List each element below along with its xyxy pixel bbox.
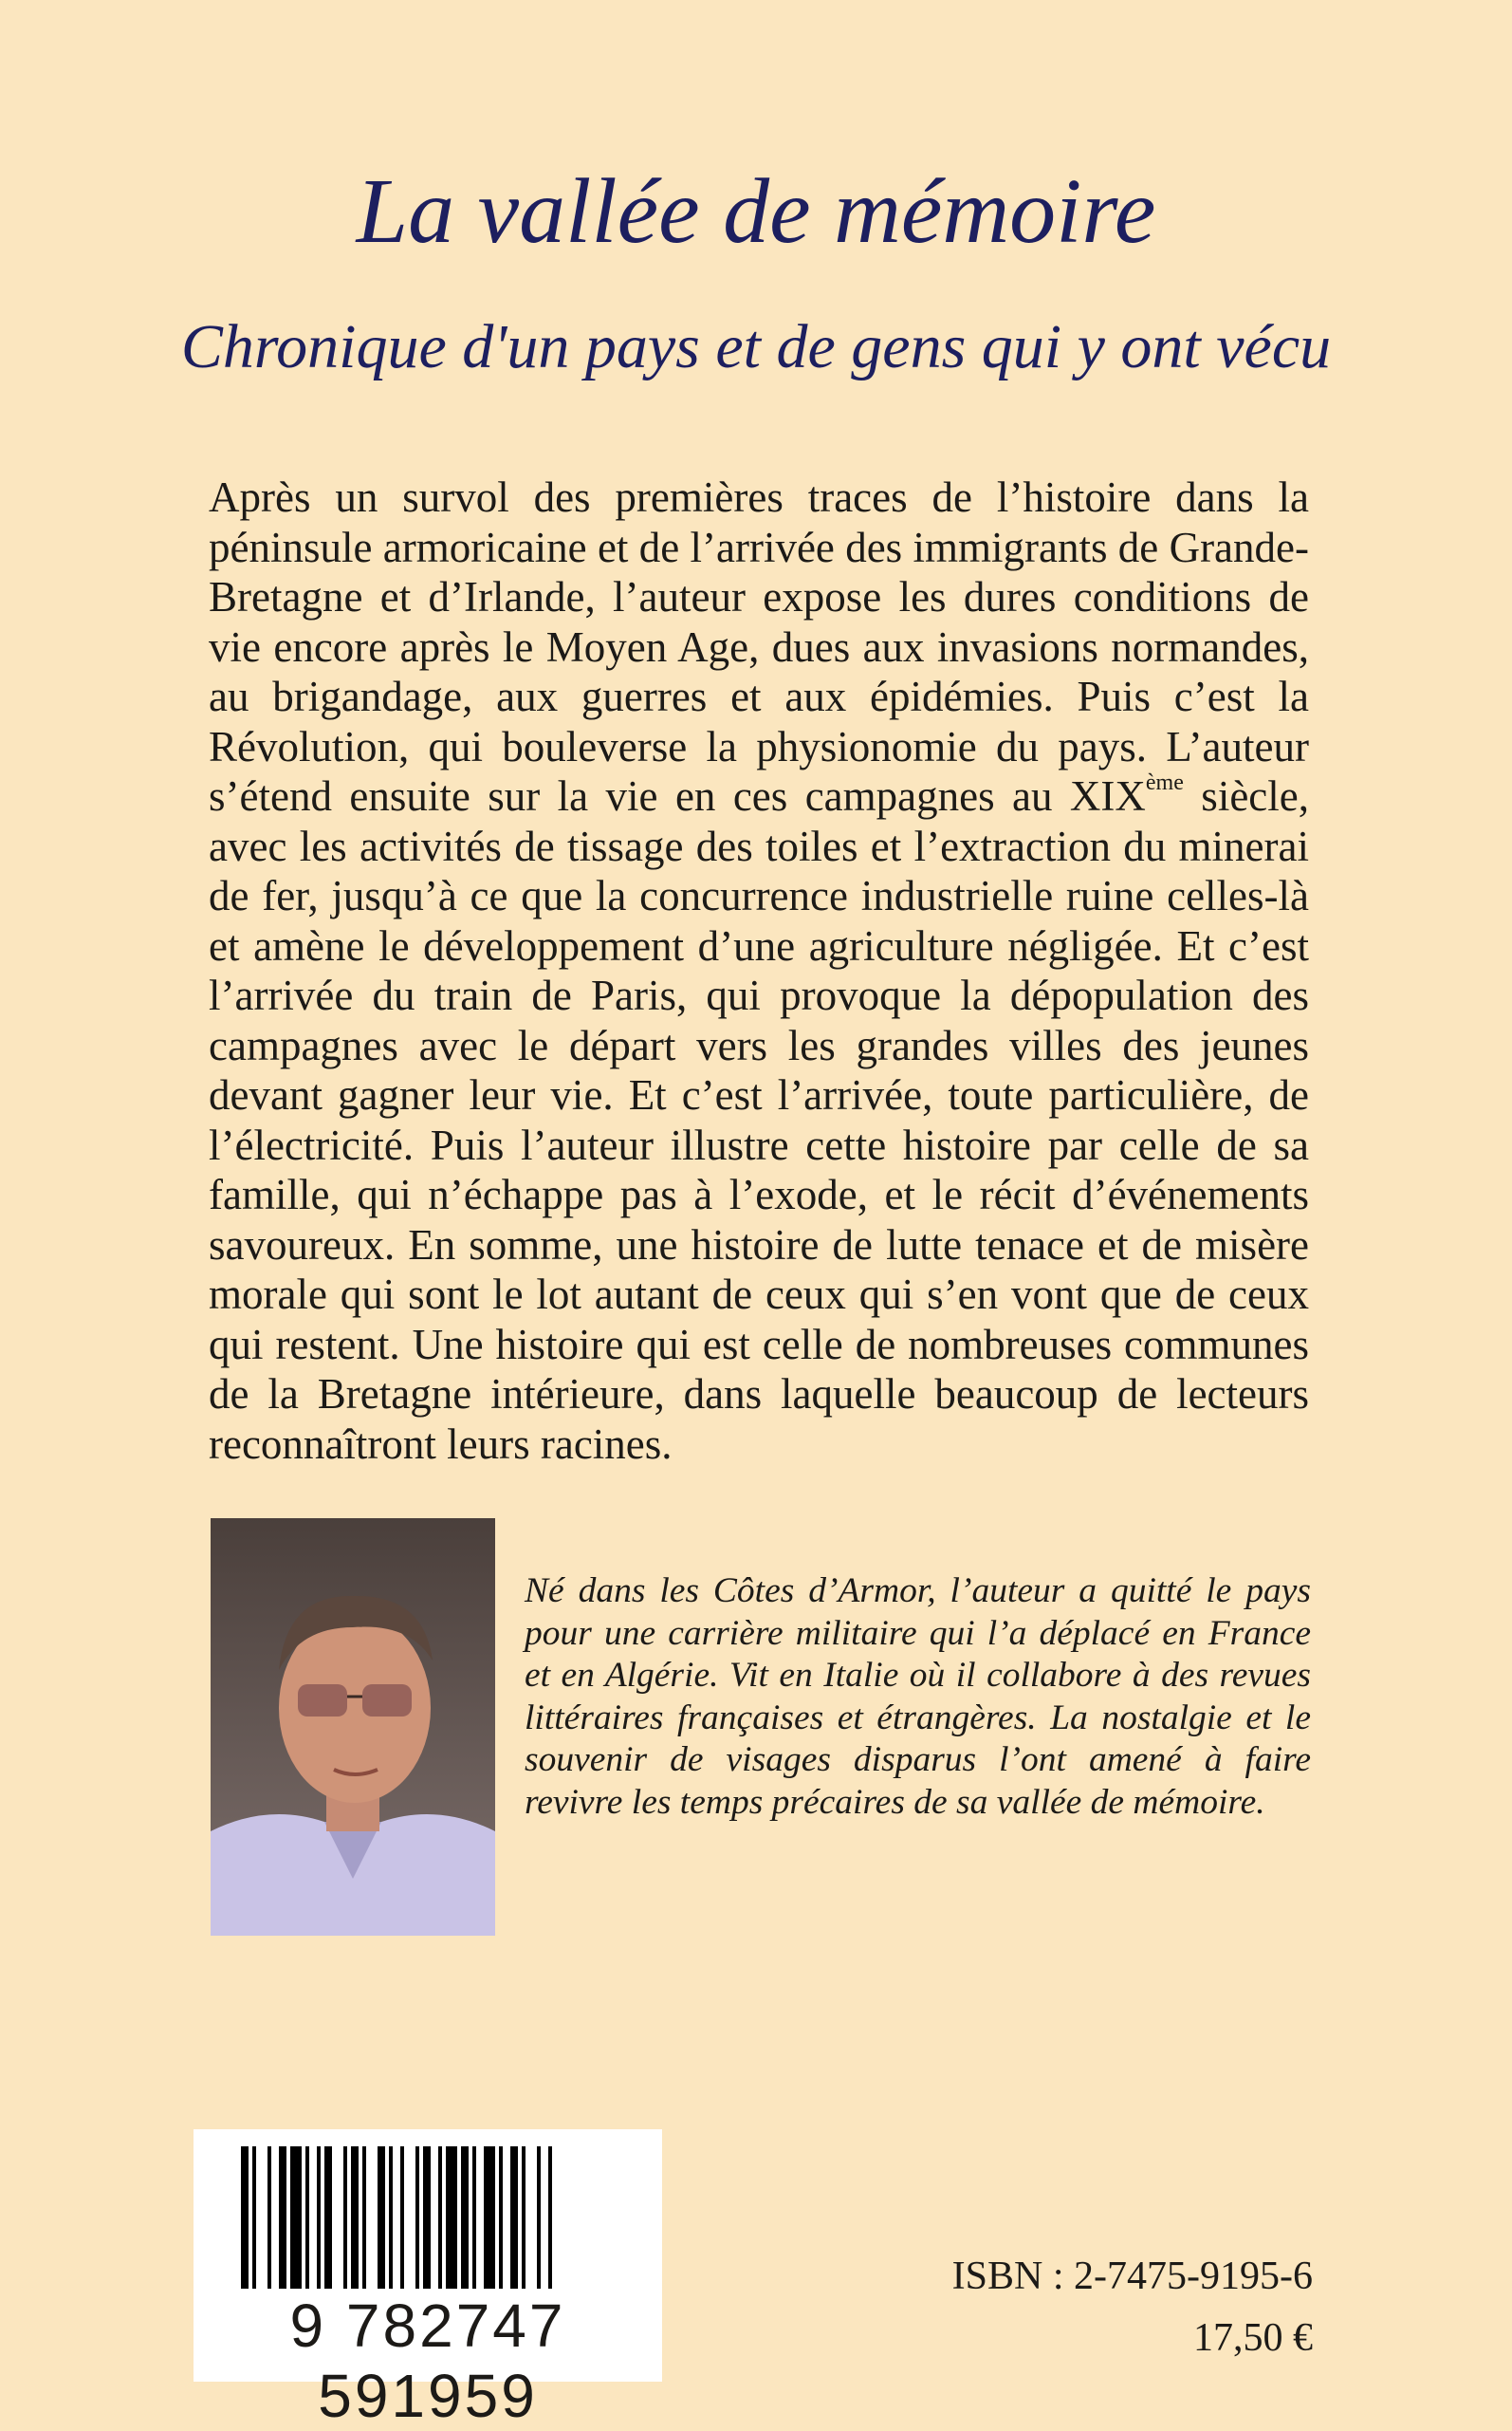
author-portrait-image (211, 1518, 495, 1936)
barcode-bars (194, 2129, 662, 2300)
summary-part-1: Après un survol des premières traces de l’histoire dans la péninsule armoricaine et de l’arrivée des immigrants de Grande-Bretagne et d’Irlande, l’auteur expose les dures conditions de vie encore après le Moyen Age, dues aux invasions normandes, au brigandage, aux guerres et aux épidémies. Puis c’est la Révolution, qui bouleverse la physionomie du pays. L’auteur s’étend ensuite sur la vie en ces campagnes au XIX (209, 473, 1309, 820)
isbn: ISBN : 2-7475-9195-6 (951, 2255, 1313, 2298)
summary-text (209, 473, 1309, 1469)
author-photo (211, 1518, 495, 1936)
author-bio: Né dans les Côtes d’Armor, l’auteur a quitté le pays pour une carrière militaire qui l’a déplacé en France et en Algérie. Vit en Italie où il collabore à des revues littéraires françaises et étrangères. La nostalgie et le souvenir de visages disparus l’ont amené à faire revivre les temps précaires de sa vallée de mémoire. (525, 1571, 1311, 1822)
barcode (194, 2129, 662, 2430)
book-title: La vallée de mémoire (356, 160, 1156, 263)
book-subtitle: Chronique d'un pays et de gens qui y ont vécu (180, 312, 1332, 381)
summary-part-2: siècle, avec les activités de tissage des toiles et l’extraction du minerai de fer, jusqu’à ce que la concurrence industrielle ruine celles-là et amène le développement d’une agriculture négligée. Et c’est l’arrivée du train de Paris, qui provoque la dépopulation des campagnes avec le départ vers les grandes villes des jeunes devant gagner leur vie. Et c’est l’arrivée, toute particulière, de l’électricité. Puis l’auteur illustre cette histoire par celle de sa famille, qui n’échappe pas à l’exode, et le récit d’événements savoureux. En somme, une histoire de lutte tenace et de misère morale qui sont le lot autant de ceux qui s’en vont que de ceux qui restent. Une histoire qui est celle de nombreuses communes de la Bretagne intérieure, dans laquelle beaucoup de lecteurs reconnaîtront leurs racines. (209, 772, 1309, 1468)
summary-superscript: ème (1145, 770, 1184, 795)
barcode-number: 9 782747 591959 (289, 2292, 566, 2430)
price: 17,50 € (1193, 2316, 1313, 2360)
